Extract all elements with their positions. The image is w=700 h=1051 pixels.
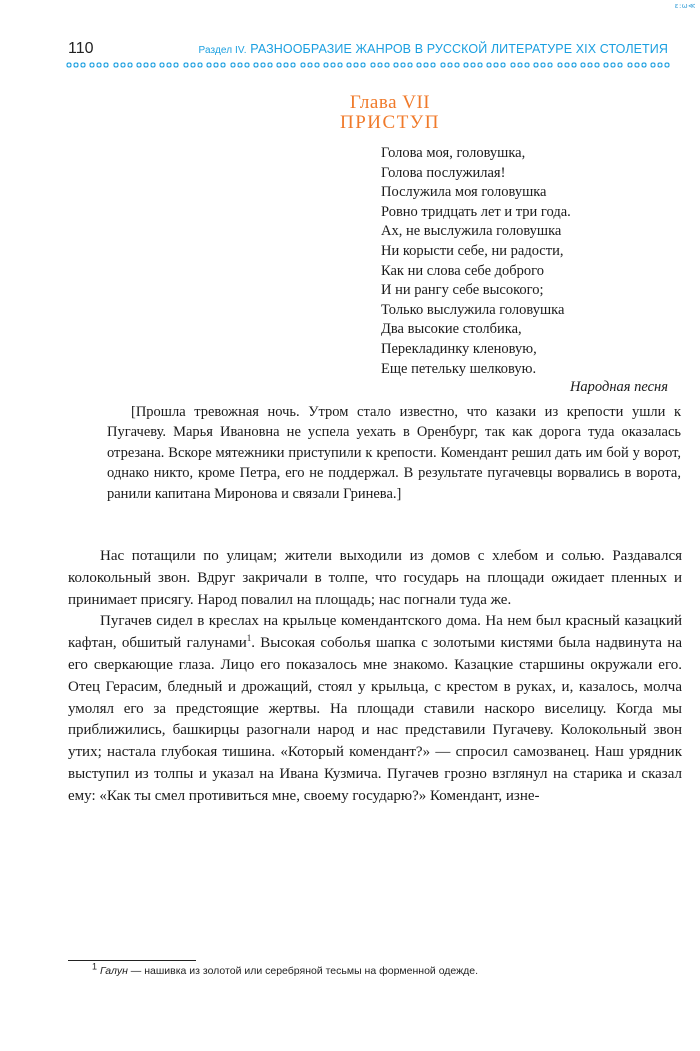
chapter-number: Глава VII <box>349 92 431 113</box>
section-title-text: РАЗНООБРАЗИЕ ЖАНРОВ В РУССКОЙ ЛИТЕРАТУРЕ XIX СТОЛЕТИЯ <box>250 42 668 56</box>
body-paragraph <box>68 611 682 807</box>
epigraph-line: Голова моя, головушка, <box>381 145 526 161</box>
ornament-segment <box>89 62 109 68</box>
chapter-summary <box>107 402 681 504</box>
ornament-segment <box>136 62 156 68</box>
epigraph-line: Голова послужилая! <box>381 164 506 181</box>
ornament-segment <box>486 62 506 68</box>
footnote-term: Галун <box>99 965 128 977</box>
page-number: 110 <box>68 40 94 57</box>
epigraph-line: Ни корысти себе, ни радости, <box>381 242 564 259</box>
ornament-segment <box>393 62 413 68</box>
epigraph-line: Перекладинку кленовую, <box>381 340 537 357</box>
ornament-segment <box>230 62 250 68</box>
epigraph-line: Ах, не выслужила головушка <box>381 223 562 240</box>
epigraph-line: И ни рангу себе высокого; <box>381 282 544 299</box>
ornament-segment <box>416 62 436 68</box>
running-head <box>68 40 668 60</box>
chapter-heading <box>270 93 510 133</box>
body-text-segment: Пугачев сидел в креслах на крыльце комендантского дома. На нем был красный казацкий кафтан, обшитый галунами <box>68 613 682 652</box>
epigraph-line: Два высокие столбика, <box>381 321 522 338</box>
ornament-segment <box>557 62 577 68</box>
footnote-divider <box>68 960 196 961</box>
ornament-segment <box>346 62 366 68</box>
epigraph <box>381 144 681 379</box>
footnote-reference[interactable]: 1 <box>246 633 252 644</box>
ornament-segment <box>533 62 553 68</box>
chapter-title: ПРИСТУП <box>340 112 440 133</box>
footnote-marker: 1 <box>92 961 98 972</box>
corner-mark: ε:ω≪ <box>674 2 696 10</box>
ornament-segment <box>159 62 179 68</box>
body-text <box>68 546 682 808</box>
epigraph-line: Ровно тридцать лет и три года. <box>381 203 571 220</box>
ornament-segment <box>66 62 86 68</box>
ornament-segment <box>183 62 203 68</box>
ornament-segment <box>300 62 320 68</box>
section-title <box>199 42 669 56</box>
summary-paragraph: [Прошла тревожная ночь. Утром стало известно, что казаки из крепости ушли к Пугачеву. Марья Ивановна не успела уехать в Оренбург, так как дорога туда оказалась отрезана. Вскоре мятежники приступили к крепости. Комендант решил дать им бой у ворот, однако никто, кроме Петра, его не поддержал. В результате пугачевцы ворвались в ворота, ранили капитана Миронова и связали Гринева.] <box>107 404 681 502</box>
epigraph-line: Как ни слова себе доброго <box>381 262 545 279</box>
epigraph-line: Еще петельку шелковую. <box>381 360 537 377</box>
footnote-definition: — нашивка из золотой или серебряной тесьмы на форменной одежде. <box>127 965 479 977</box>
ornament-segment <box>276 62 296 68</box>
body-paragraph: Нас потащили по улицам; жители выходили из домов с хлебом и солью. Раздавался колокольный звон. Вдруг закричали в толпе, что государь на площади ожидает пленных и принимает присягу. Народ повалил на площадь; нас погнали туда же. <box>68 548 682 608</box>
epigraph-source: Народная песня <box>569 379 668 395</box>
ornament-segment <box>113 62 133 68</box>
ornament-segment <box>323 62 343 68</box>
section-prefix: Раздел IV. <box>198 45 247 56</box>
ornament-segment <box>650 62 670 68</box>
body-text-segment: . Высокая соболья шапка с золотыми кистями была надвинута на его сверкающие глаза. Лицо его показалось мне знакомо. Казацкие старшины окружали его. Отец Герасим, бледный и дрожащий, стоял у крыльца, с крестом в руках, и, казалось, молча умолял его за предстоящие жертвы. На площади ставили наскоро виселицу. Когда мы приближились, башкирцы разогнали народ и нас представили Пугачеву. Колокольный звон утих; настала глубокая тишина. «Который комендант?» — спросил самозванец. Наш урядник выступил из толпы и указал на Ивана Кузмича. Пугачев грозно взглянул на старика и сказал ему: «Как ты смел противиться мне, своему государю?» Комендант, изне- <box>68 635 682 804</box>
ornament-segment <box>206 62 226 68</box>
ornament-segment <box>603 62 623 68</box>
ornament-segment <box>463 62 483 68</box>
footnote <box>92 961 479 977</box>
ornament-segment <box>253 62 273 68</box>
epigraph-line: Только выслужила головушка <box>381 301 565 318</box>
decorative-ornament-line <box>66 62 670 70</box>
ornament-segment <box>627 62 647 68</box>
ornament-segment <box>440 62 460 68</box>
ornament-segment <box>370 62 390 68</box>
ornament-segment <box>510 62 530 68</box>
epigraph-line: Послужила моя головушка <box>381 184 547 201</box>
ornament-segment <box>580 62 600 68</box>
